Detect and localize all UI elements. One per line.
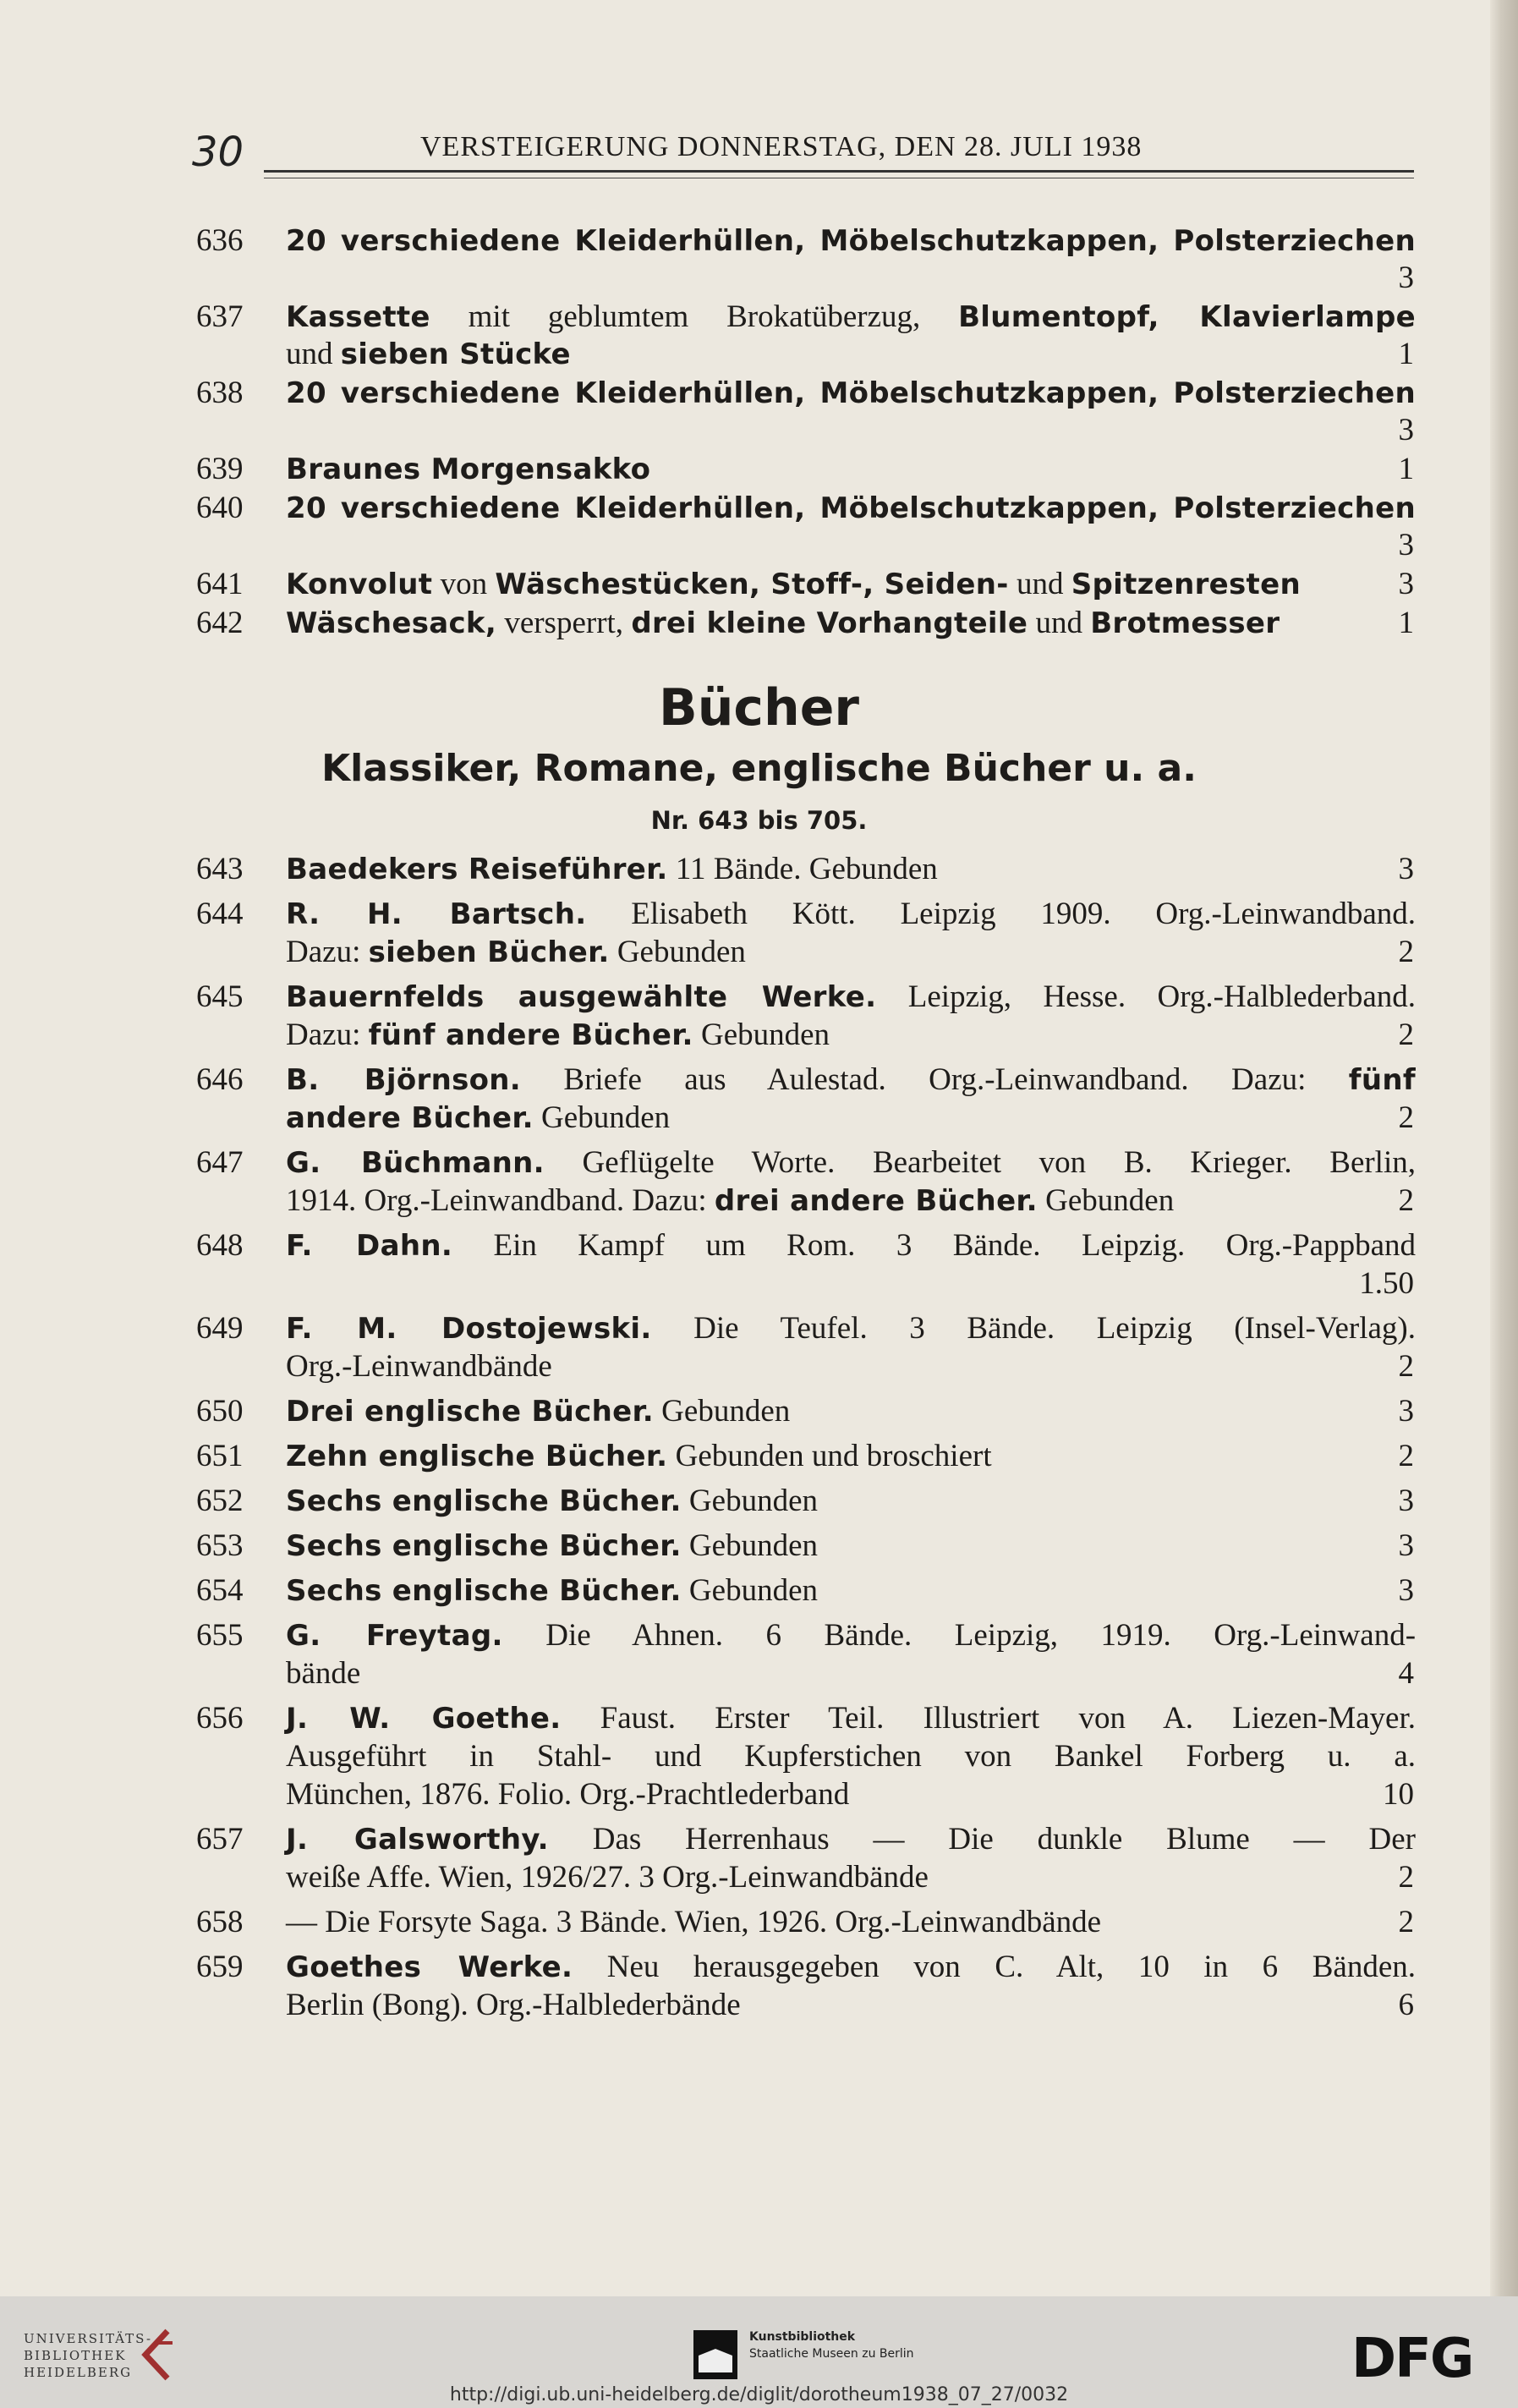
lot-description-line — [286, 1699, 1416, 1738]
lot-estimate: 3 — [1398, 261, 1414, 295]
lot-description-line — [286, 1309, 1416, 1348]
lot-estimate: 10 — [1383, 1777, 1414, 1812]
lot-description-line — [286, 222, 1416, 261]
lot-description-line — [286, 1061, 1416, 1100]
lot-description-line — [286, 489, 1416, 528]
lot-estimate: 1.50 — [1359, 1266, 1414, 1301]
lot-detail-text: 11 Bände. Gebunden — [667, 852, 938, 886]
lot-description-line — [286, 1392, 1416, 1431]
lot-detail-text: und — [286, 337, 341, 371]
lot-detail-text: bände — [286, 1656, 361, 1691]
lot-title-text: J. W. Goethe. — [286, 1702, 562, 1736]
lot-title-text: 20 verschiedene Kleiderhüllen, Möbelschutzkappen, Polsterziechen — [286, 491, 1416, 525]
lot-number: 653 — [196, 1528, 244, 1563]
lot-estimate: 3 — [1398, 852, 1414, 886]
lot-description-line — [286, 1099, 1416, 1138]
lot-description-line — [286, 1016, 1416, 1055]
lot-number: 654 — [196, 1573, 244, 1608]
source-url[interactable]: http://digi.ub.uni-heidelberg.de/diglit/dorotheum1938_07_27/0032 — [449, 2384, 1069, 2405]
lot-estimate: 3 — [1398, 1484, 1414, 1518]
lot-detail-text: Ausgeführt in Stahl- und Kupferstichen von Bankel Forberg u. a. — [286, 1739, 1416, 1774]
lot-title-text: Blumentopf, Klavierlampe — [958, 300, 1416, 334]
lot-estimate: 3 — [1398, 413, 1414, 447]
lot-estimate: 2 — [1398, 1183, 1414, 1218]
lot-description-line — [286, 1986, 1416, 2024]
lot-estimate: 2 — [1398, 1100, 1414, 1135]
lot-title-text: Sechs englische Bücher. — [286, 1484, 682, 1518]
lot-detail-text: Ein Kampf um Rom. 3 Bände. Leipzig. Org.-Pappband — [452, 1228, 1417, 1263]
lot-number: 645 — [196, 979, 244, 1014]
lot-estimate: 3 — [1398, 567, 1414, 601]
lot-estimate: 2 — [1398, 1439, 1414, 1473]
lot-title-text: Spitzenresten — [1071, 568, 1301, 601]
page-spine-shadow — [1490, 0, 1518, 2296]
lot-description-line — [286, 1437, 1416, 1476]
lot-number: 658 — [196, 1905, 244, 1939]
lot-title-text: Wäschesack, — [286, 606, 497, 640]
lot-title-text: B. Björnson. — [286, 1063, 522, 1097]
running-title: VERSTEIGERUNG DONNERSTAG, DEN 28. JULI 1938 — [420, 131, 1143, 162]
lot-title-text: drei andere Bücher. — [714, 1184, 1038, 1218]
lot-detail-text: Neu herausgegeben von C. Alt, 10 in 6 Bänden. — [573, 1950, 1416, 1984]
uni-line: UNIVERSITÄTS- — [24, 2331, 153, 2346]
lot-title-text: R. H. Bartsch. — [286, 897, 587, 931]
lot-estimate: 2 — [1398, 1018, 1414, 1052]
lot-estimate: 1 — [1398, 337, 1414, 371]
lot-title-text: andere Bücher. — [286, 1101, 534, 1135]
lot-description-line — [286, 1482, 1416, 1521]
lot-description-line — [286, 565, 1416, 604]
lot-detail-text: Gebunden — [653, 1394, 791, 1429]
lot-number: 638 — [196, 376, 244, 410]
lot-detail-text: Berlin (Bong). Org.-Halblederbände — [286, 1988, 741, 2022]
lot-title-text: F. M. Dostojewski. — [286, 1312, 652, 1346]
lot-estimate: 2 — [1398, 1860, 1414, 1895]
lot-detail-text: Faust. Erster Teil. Illustriert von A. Liezen-Mayer. — [561, 1701, 1416, 1736]
lot-description-line — [286, 1654, 1416, 1692]
lot-number: 659 — [196, 1950, 244, 1984]
section-range: Nr. 643 bis 705. — [650, 806, 868, 835]
lot-title-text: Konvolut — [286, 568, 433, 601]
lot-detail-text: Die Ahnen. 6 Bände. Leipzig, 1919. Org.-Leinwand- — [502, 1618, 1417, 1653]
lot-title-text: G. Büchmann. — [286, 1146, 545, 1180]
lot-title-text: Sechs englische Bücher. — [286, 1574, 682, 1608]
lot-number: 655 — [196, 1618, 244, 1653]
lot-title-text: fünf — [1348, 1063, 1416, 1097]
lot-description-line — [286, 1858, 1416, 1896]
lot-number: 647 — [196, 1145, 244, 1180]
kunstbibliothek-label — [749, 2328, 914, 2362]
lot-title-text: G. Freytag. — [286, 1619, 503, 1653]
lot-title-text: sieben Stücke — [340, 337, 571, 371]
lot-description-line — [286, 1226, 1416, 1265]
lot-title-text: Kassette — [286, 300, 430, 334]
kunstbibliothek-logo-icon — [693, 2330, 737, 2379]
lot-estimate: 4 — [1398, 1656, 1414, 1691]
lot-detail-text: Gebunden — [681, 1484, 818, 1518]
lot-number: 648 — [196, 1228, 244, 1263]
lot-description-line — [286, 1144, 1416, 1182]
lot-description-line — [286, 604, 1416, 643]
lot-number: 656 — [196, 1701, 244, 1736]
lot-detail-text: Das Herrenhaus — Die dunkle Blume — Der — [548, 1822, 1416, 1857]
lot-number: 643 — [196, 852, 244, 886]
lot-detail-text: und — [1008, 567, 1071, 601]
lot-detail-text: Gebunden — [681, 1573, 818, 1608]
lot-number: 649 — [196, 1311, 244, 1346]
lot-number: 644 — [196, 897, 244, 931]
lot-title-text: Goethes Werke. — [286, 1950, 573, 1984]
lot-description-line — [286, 374, 1416, 413]
lot-detail-text: Gebunden — [681, 1528, 818, 1563]
lot-number: 646 — [196, 1062, 244, 1097]
lot-description-line — [286, 1775, 1416, 1813]
lot-number: 650 — [196, 1394, 244, 1429]
lot-description-line — [286, 450, 1416, 489]
lot-title-text: Wäschestücken, Stoff-, Seiden- — [495, 568, 1009, 601]
lot-detail-text: mit geblumtem Brokatüberzug, — [430, 299, 959, 334]
lot-estimate: 3 — [1398, 528, 1414, 562]
lot-description-line — [286, 1903, 1416, 1941]
lot-number: 637 — [196, 299, 244, 334]
lot-number: 657 — [196, 1822, 244, 1857]
lot-number: 652 — [196, 1484, 244, 1518]
lot-estimate: 3 — [1398, 1528, 1414, 1563]
lot-estimate: 2 — [1398, 1905, 1414, 1939]
lot-number: 640 — [196, 491, 244, 525]
lot-number: 641 — [196, 567, 244, 601]
lot-description-line — [286, 1737, 1416, 1775]
lot-detail-text: Dazu: — [286, 935, 369, 969]
lot-description-line — [286, 1948, 1416, 1987]
lot-number: 642 — [196, 606, 244, 640]
lot-description-line — [286, 1616, 1416, 1655]
lot-detail-text: versperrt, — [496, 606, 632, 640]
lot-detail-text: Gebunden und broschiert — [667, 1439, 992, 1473]
lot-title-text: Zehn englische Bücher. — [286, 1440, 668, 1473]
lot-estimate: 3 — [1398, 1394, 1414, 1429]
lot-detail-text: Gebunden — [609, 935, 746, 969]
dfg-logo: DFG — [1351, 2328, 1473, 2390]
lot-detail-text: Leipzig, Hesse. Org.-Halblederband. — [876, 979, 1416, 1014]
university-logo-icon — [134, 2326, 184, 2385]
lot-title-text: fünf andere Bücher. — [368, 1018, 693, 1052]
lot-description-line — [286, 1820, 1416, 1859]
header-rule-thick — [264, 170, 1414, 173]
lot-description-line — [286, 335, 1416, 374]
digitization-footer — [0, 2296, 1518, 2408]
lot-description-line — [286, 1347, 1416, 1385]
lot-description-line — [286, 978, 1416, 1017]
lot-detail-text: Gebunden — [533, 1100, 671, 1135]
lot-title-text: sieben Bücher. — [368, 935, 610, 969]
lot-title-text: Sechs englische Bücher. — [286, 1529, 682, 1563]
lot-title-text: 20 verschiedene Kleiderhüllen, Möbelschutzkappen, Polsterziechen — [286, 376, 1416, 410]
lot-detail-text: Geflügelte Worte. Bearbeitet von B. Krieger. Berlin, — [544, 1145, 1416, 1180]
lot-detail-text: und — [1028, 606, 1091, 640]
lot-number: 639 — [196, 452, 244, 486]
lot-estimate: 6 — [1398, 1988, 1414, 2022]
lot-title-text: Baedekers Reiseführer. — [286, 853, 668, 886]
lot-detail-text: Die Teufel. 3 Bände. Leipzig (Insel-Verlag). — [651, 1311, 1416, 1346]
lot-description-line — [286, 850, 1416, 889]
lot-title-text: Brotmesser — [1090, 606, 1280, 640]
lot-number: 651 — [196, 1439, 244, 1473]
lot-estimate: 1 — [1398, 452, 1414, 486]
lot-estimate: 2 — [1398, 1349, 1414, 1384]
lot-title-text: Bauernfelds ausgewählte Werke. — [286, 980, 877, 1014]
lot-title-text: F. Dahn. — [286, 1229, 453, 1263]
lot-description-line — [286, 298, 1416, 337]
lot-detail-text: Org.-Leinwandbände — [286, 1349, 552, 1384]
lot-estimate: 2 — [1398, 935, 1414, 969]
lot-detail-text: Elisabeth Kött. Leipzig 1909. Org.-Leinwandband. — [586, 897, 1416, 931]
lot-description-line — [286, 1182, 1416, 1220]
lot-detail-text: — Die Forsyte Saga. 3 Bände. Wien, 1926. Org.-Leinwandbände — [286, 1905, 1102, 1939]
lot-detail-text: Dazu: — [286, 1018, 369, 1052]
lot-detail-text: Briefe aus Aulestad. Org.-Leinwandband. Dazu: — [521, 1062, 1349, 1097]
kb-title: Kunstbibliothek — [749, 2330, 856, 2344]
lot-title-text: drei kleine Vorhangteile — [631, 606, 1028, 640]
lot-title-text: 20 verschiedene Kleiderhüllen, Möbelschutzkappen, Polsterziechen — [286, 224, 1416, 258]
lot-title-text: Drei englische Bücher. — [286, 1395, 654, 1429]
section-title: Bücher — [658, 678, 859, 738]
lot-description-line — [286, 933, 1416, 972]
page-number: 30 — [192, 129, 244, 176]
lot-description-line — [286, 895, 1416, 934]
lot-title-text: J. Galsworthy. — [286, 1823, 549, 1857]
lot-detail-text: weiße Affe. Wien, 1926/27. 3 Org.-Leinwandbände — [286, 1860, 929, 1895]
lot-detail-text: Gebunden — [693, 1018, 830, 1052]
lot-estimate: 1 — [1398, 606, 1414, 640]
uni-line: BIBLIOTHEK — [24, 2348, 127, 2363]
lot-description-line — [286, 1527, 1416, 1566]
section-subtitle: Klassiker, Romane, englische Bücher u. a. — [321, 747, 1197, 790]
lot-estimate: 3 — [1398, 1573, 1414, 1608]
lot-detail-text: von — [432, 567, 496, 601]
lot-detail-text: 1914. Org.-Leinwandband. Dazu: — [286, 1183, 715, 1218]
uni-line: HEIDELBERG — [24, 2365, 133, 2380]
kb-subtitle: Staatliche Museen zu Berlin — [749, 2347, 914, 2361]
lot-detail-text: München, 1876. Folio. Org.-Prachtlederband — [286, 1777, 850, 1812]
lot-detail-text: Gebunden — [1037, 1183, 1175, 1218]
lot-number: 636 — [196, 223, 244, 258]
lot-description-line — [286, 1572, 1416, 1610]
lot-title-text: Braunes Morgensakko — [286, 453, 651, 486]
